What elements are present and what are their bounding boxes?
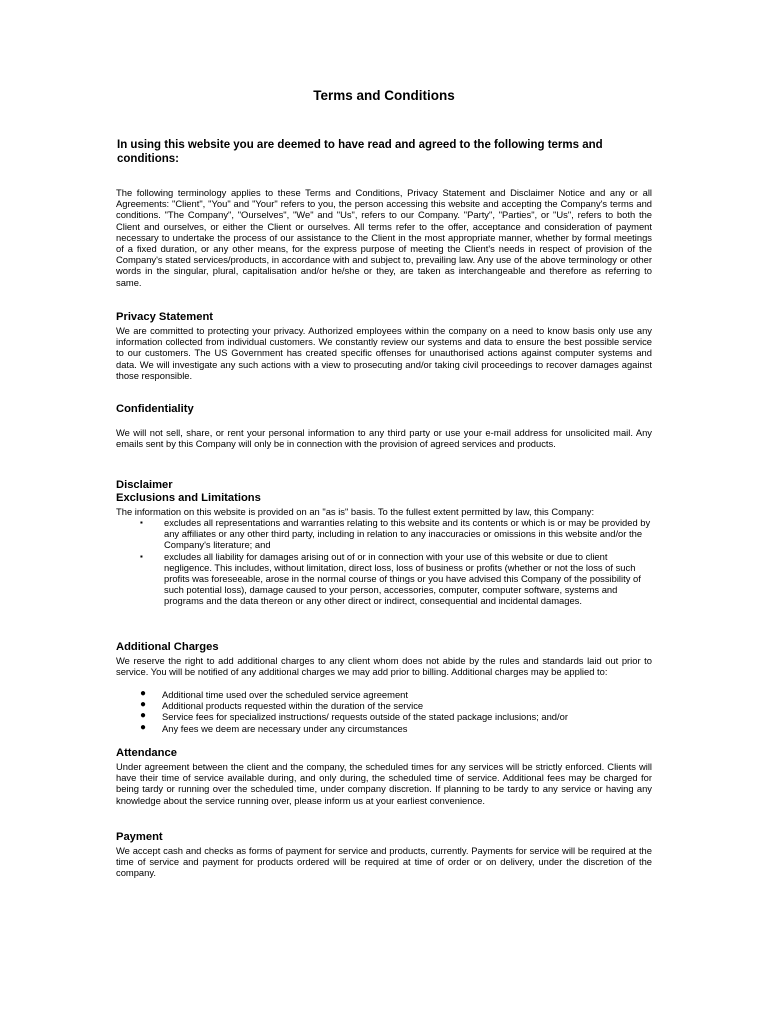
charges-list [116,689,656,734]
disclaimer-list [116,517,656,607]
list-item: ▪ excludes all liability for damages arising out of or in connection with your use of this website or due to client negligence. This includes, without limitation, direct loss, loss of business or profits (whether or not the loss of such profits was foreseeable, arose in the normal course of things or you have advised this Company of the possibility of such potential loss), damage caused to your person, accessories, computer, computer software, systems and programs and the data thereon or any other direct or indirect, consequential and incidental damages. [140,550,641,607]
privacy-paragraph: We are committed to protecting your privacy. Authorized employees within the company on a need to know basis only use any information collected from individual customers. We constantly review our systems and data to ensure the best possible service to our customers. The US Government has created specific offenses for unauthorised actions against computer systems and data. We will investigate any such actions with a view to prosecuting and/or taking civil proceedings to recover damages against those responsible. [116,325,652,381]
payment-heading: Payment [116,831,163,843]
list-item: ● Service fees for specialized instructions/ requests outside of the stated package inclusions; and/or [140,710,568,723]
dot-bullet-icon: ● [140,688,147,699]
confidentiality-heading: Confidentiality [116,403,194,415]
disclaimer-paragraph: The information on this website is provided on an "as is" basis. To the fullest extent permitted by law, this Company: [116,506,595,517]
square-bullet-icon: ▪ [140,551,143,561]
attendance-heading: Attendance [116,747,177,759]
privacy-heading: Privacy Statement [116,311,214,323]
disclaimer-heading: Disclaimer [116,479,173,491]
dot-bullet-icon: ● [140,699,147,711]
confidentiality-paragraph: We will not sell, share, or rent your personal information to any third party or use your e-mail address for unsolicited mail. Any emails sent by this Company will only be in connection with the provision of agreed services and products. [116,427,652,450]
attendance-paragraph: Under agreement between the client and the company, the scheduled times for any services will be strictly enforced. Clients will have their time of service available during, and only during, the scheduled time of service. Additional fees may be charged for being tardy or running over the scheduled time, under company discretion. If planning to be tardy to any service or having any knowledge about the service running over, please inform us at your earliest convenience. [116,761,652,806]
list-item: ● Any fees we deem are necessary under any circumstances [140,721,408,734]
square-bullet-icon: ▪ [140,518,143,527]
intro-statement: In using this website you are deemed to have read and agreed to the following terms and conditions: [117,139,603,165]
charges-heading: Additional Charges [116,641,219,653]
dot-bullet-icon: ● [140,721,147,733]
terminology-paragraph: The following terminology applies to these Terms and Conditions, Privacy Statement and Disclaimer Notice and any or all Agreements: "Client", "You" and "Your" refers to you, the person accessing this website and accepting the Company's terms and conditions. "The Company", "Ourselves", "We" and "Us", refers to our Company. "Party", "Parties", or "Us", refers to both the Client and ourselves, or either the Client or ourselves. All terms refer to the offer, acceptance and consideration of payment necessary to undertake the process of our assistance to the Client in the most appropriate manner, whether by formal meetings of a fixed duration, or any other means, for the express purpose of meeting the Client's needs in respect of provision of the Company's stated services/products, in accordance with and subject to, prevailing law. Any use of the above terminology or other words in the singular, plural, capitalisation and/or he/she or they, are taken as interchangeable and therefore as referring to same. [116,187,652,288]
dot-bullet-icon: ● [140,710,147,722]
list-item: ▪ excludes all representations and warranties relating to this website and its contents or which is or may be provided by any affiliates or any other third party, including in relation to any inaccuracies or omissions in this website and/or the Company's literature; and [140,517,651,551]
exclusions-heading: Exclusions and Limitations [116,492,261,504]
list-item: ● Additional products requested within the duration of the service [140,699,424,712]
page-title: Terms and Conditions [313,88,455,103]
payment-paragraph: We accept cash and checks as forms of payment for service and products, currently. Payments for service will be required at the time of service and payment for products ordered will be required at time of order or on delivery, under the discretion of the company. [116,845,652,879]
charges-paragraph: We reserve the right to add additional charges to any client whom does not abide by the rules and standards laid out prior to service. You will be notified of any additional charges we may add prior to billing. Additional charges may be applied to: [116,655,652,678]
list-item: ● Additional time used over the scheduled service agreement [140,688,408,700]
